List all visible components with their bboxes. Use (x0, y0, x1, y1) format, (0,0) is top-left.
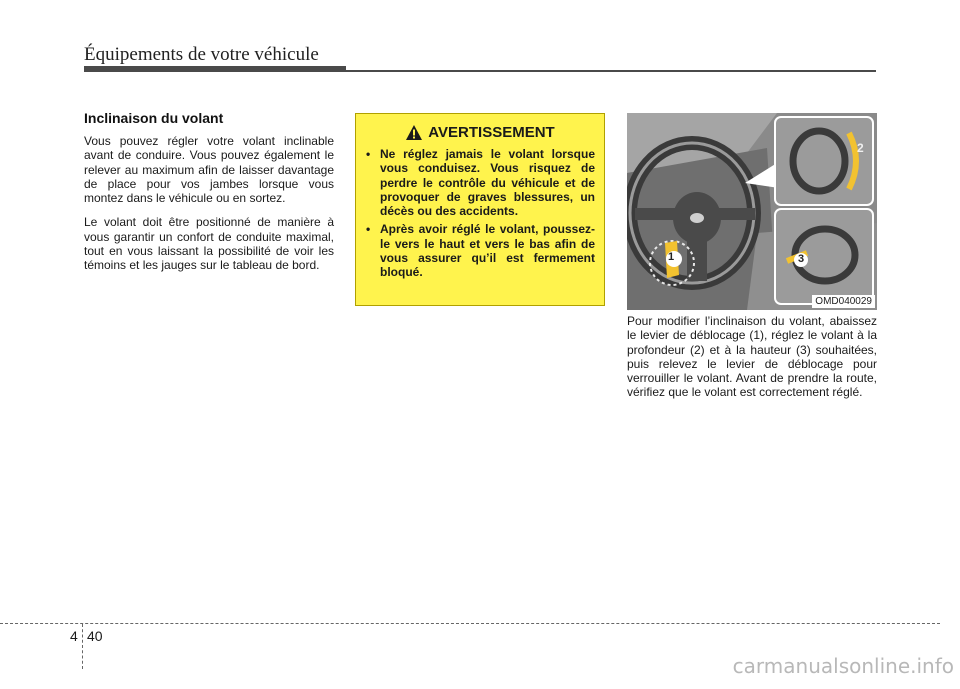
steering-wheel-illustration (627, 113, 877, 310)
warning-item (366, 222, 595, 279)
warning-header (366, 124, 595, 141)
figure-code: OMD040029 (812, 295, 875, 308)
warning-box (355, 113, 605, 306)
warning-list (366, 147, 595, 280)
chapter-number: 4 (70, 628, 78, 644)
section-column (84, 110, 334, 283)
steering-wheel-drawing (627, 113, 877, 310)
footer-rule (0, 623, 940, 624)
warning-triangle-icon (406, 125, 422, 140)
warning-item (366, 147, 595, 218)
paragraph-1: Vous pouvez régler votre volant inclinable avant de conduire. Vous pouvez également le relever au maximum afin de laisser davantage de place pour vos jambes lorsque vous montez dans le véhicule ou en sortez. (84, 134, 334, 206)
bullet: • (366, 222, 371, 237)
callout-2: 2 (857, 141, 864, 155)
page-number: 40 (87, 628, 103, 644)
footer-divider (82, 624, 83, 669)
instructions-column (627, 314, 877, 410)
warning-item-text: Ne réglez jamais le volant lorsque vous conduisez. Vous risquez de perdre le contrôle du véhicule et de provoquer de graves blessures, un décès ou des accidents. (380, 147, 595, 219)
header-rule (84, 70, 876, 72)
callout-3: 3 (798, 253, 805, 265)
callout-1: 1 (668, 251, 675, 263)
warning-item-text: Après avoir réglé le volant, poussez-le vers le haut et vers le bas afin de vous assurer qu’il est fermement bloqué. (380, 222, 595, 280)
warning-title: AVERTISSEMENT (428, 124, 555, 141)
paragraph-2: Le volant doit être positionné de manière à vous garantir un confort de conduite maximal, tout en vous laissant la possibilité de voir les témoins et les jauges sur le tableau de bord. (84, 215, 334, 273)
instructions-paragraph: Pour modifier l’inclinaison du volant, abaissez le levier de déblocage (1), réglez le volant à la profondeur (2) et à la hauteur (3) souhaitées, puis relevez le levier de déblocage pour verrouiller le volant. Avant de prendre la route, vérifiez que le volant est correctement réglé. (627, 314, 877, 400)
section-heading: Inclinaison du volant (84, 110, 224, 126)
watermark: carmanualsonline.info (732, 654, 954, 678)
bullet: • (366, 147, 371, 161)
page-header-title: Équipements de votre véhicule (84, 44, 319, 65)
